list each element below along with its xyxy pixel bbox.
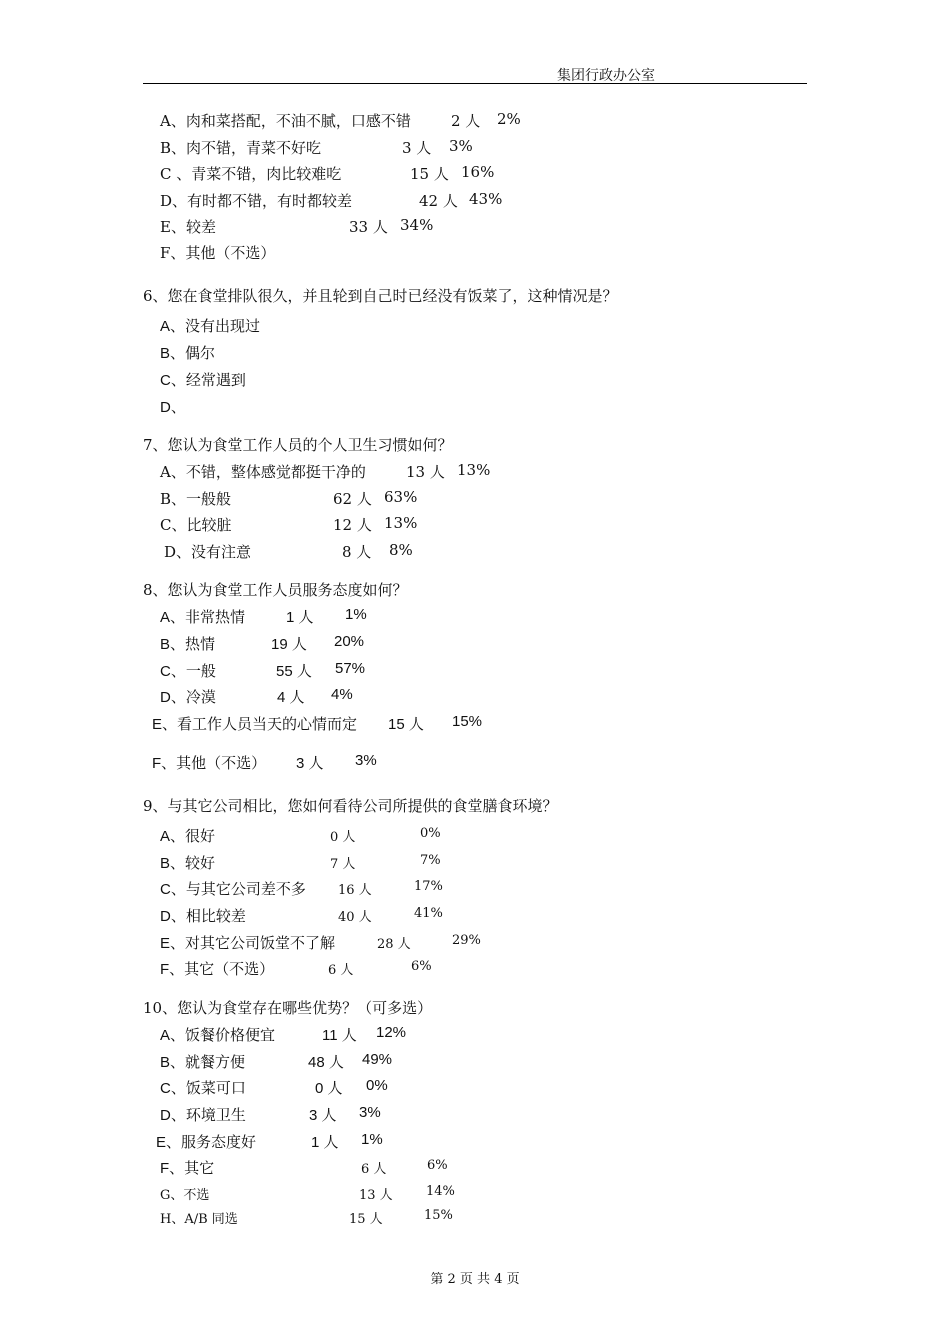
option-percent: 6% bbox=[427, 1158, 448, 1173]
option-count: 12 人 bbox=[333, 516, 372, 534]
option-label: C、比较脏 bbox=[160, 516, 232, 534]
page-footer: 第 2 页 共 4 页 bbox=[430, 1272, 520, 1287]
option-count: 1 人 bbox=[286, 609, 314, 626]
option-label: B、一般般 bbox=[160, 490, 232, 508]
option-percent: 4% bbox=[331, 686, 353, 703]
option-label: F、其他（不选） bbox=[152, 755, 267, 772]
option-label: E、较差 bbox=[160, 218, 216, 236]
option-label: B、偶尔 bbox=[160, 345, 216, 362]
option-percent: 14% bbox=[426, 1184, 455, 1199]
option-count: 3 人 bbox=[296, 755, 324, 772]
option-label: F、其他（不选） bbox=[160, 244, 276, 262]
option-count: 13 人 bbox=[359, 1188, 393, 1203]
option-count: 55 人 bbox=[276, 663, 312, 680]
option-label: B、肉不错，青菜不好吃 bbox=[160, 139, 322, 157]
option-percent: 1% bbox=[345, 606, 367, 623]
option-percent: 57% bbox=[335, 660, 366, 677]
option-percent: 13% bbox=[457, 461, 491, 479]
option-label: A、非常热情 bbox=[160, 609, 246, 626]
header-org: 集团行政办公室 bbox=[557, 68, 655, 84]
option-count: 15 人 bbox=[410, 165, 449, 183]
option-label: F、其它 bbox=[160, 1160, 215, 1177]
option-count: 6 人 bbox=[328, 963, 354, 978]
question-10: 10、您认为食堂存在哪些优势？（可多选） bbox=[143, 999, 433, 1017]
option-percent: 15% bbox=[452, 713, 483, 730]
option-percent: 29% bbox=[452, 933, 481, 948]
question-7: 7、您认为食堂工作人员的个人卫生习惯如何？ bbox=[143, 436, 453, 454]
option-label: D、环境卫生 bbox=[160, 1107, 246, 1124]
option-label: C、与其它公司差不多 bbox=[160, 881, 306, 898]
option-percent: 6% bbox=[411, 959, 432, 974]
option-percent: 3% bbox=[359, 1104, 381, 1121]
option-percent: 0% bbox=[366, 1077, 388, 1094]
option-label: B、热情 bbox=[160, 636, 216, 653]
option-percent: 7% bbox=[420, 853, 441, 868]
option-label: C 、青菜不错，肉比较难吃 bbox=[160, 165, 342, 183]
option-count: 3 人 bbox=[402, 139, 432, 157]
option-percent: 63% bbox=[384, 488, 418, 506]
option-count: 15 人 bbox=[388, 716, 424, 733]
option-label: E、服务态度好 bbox=[156, 1134, 257, 1151]
option-label: F、其它（不选） bbox=[160, 961, 275, 978]
option-percent: 3% bbox=[449, 137, 473, 155]
option-label: A、不错，整体感觉都挺干净的 bbox=[160, 463, 366, 481]
option-label: E、对其它公司饭堂不了解 bbox=[160, 935, 336, 952]
option-label: C、饭菜可口 bbox=[160, 1080, 246, 1097]
option-label: D、冷漠 bbox=[160, 689, 216, 706]
option-percent: 15% bbox=[424, 1208, 453, 1223]
option-percent: 17% bbox=[414, 879, 443, 894]
option-count: 2 人 bbox=[451, 112, 481, 130]
option-count: 0 人 bbox=[330, 830, 356, 845]
option-count: 13 人 bbox=[406, 463, 445, 481]
option-count: 16 人 bbox=[338, 883, 372, 898]
option-count: 28 人 bbox=[377, 937, 411, 952]
option-count: 1 人 bbox=[311, 1134, 339, 1151]
option-count: 42 人 bbox=[419, 192, 458, 210]
option-count: 48 人 bbox=[308, 1054, 344, 1071]
option-percent: 49% bbox=[362, 1051, 393, 1068]
option-percent: 13% bbox=[384, 514, 418, 532]
option-count: 19 人 bbox=[271, 636, 307, 653]
option-count: 3 人 bbox=[309, 1107, 337, 1124]
option-label: A、肉和菜搭配，不油不腻，口感不错 bbox=[160, 112, 411, 130]
question-9: 9、与其它公司相比，您如何看待公司所提供的食堂膳食环境？ bbox=[143, 797, 558, 815]
option-label: G、不选 bbox=[160, 1188, 210, 1203]
option-label: D、 bbox=[160, 399, 186, 416]
option-count: 7 人 bbox=[330, 857, 356, 872]
option-label: A、饭餐价格便宜 bbox=[160, 1027, 276, 1044]
option-label: A、没有出现过 bbox=[160, 318, 261, 335]
option-count: 33 人 bbox=[349, 218, 388, 236]
option-label: H、A/B 同选 bbox=[160, 1212, 238, 1227]
question-6: 6、您在食堂排队很久，并且轮到自己时已经没有饭菜了，这种情况是？ bbox=[143, 287, 618, 305]
option-percent: 41% bbox=[414, 906, 443, 921]
option-count: 40 人 bbox=[338, 910, 372, 925]
option-percent: 3% bbox=[355, 752, 377, 769]
option-label: C、一般 bbox=[160, 663, 216, 680]
option-count: 15 人 bbox=[349, 1212, 383, 1227]
header-divider bbox=[143, 83, 807, 84]
option-label: B、就餐方便 bbox=[160, 1054, 246, 1071]
option-label: D、没有注意 bbox=[164, 543, 252, 561]
option-label: A、很好 bbox=[160, 828, 216, 845]
option-label: B、较好 bbox=[160, 855, 216, 872]
option-count: 4 人 bbox=[277, 689, 305, 706]
option-percent: 20% bbox=[334, 633, 365, 650]
option-label: D、相比较差 bbox=[160, 908, 246, 925]
option-percent: 16% bbox=[461, 163, 495, 181]
question-8: 8、您认为食堂工作人员服务态度如何？ bbox=[143, 581, 408, 599]
option-percent: 12% bbox=[376, 1024, 407, 1041]
option-percent: 8% bbox=[389, 541, 413, 559]
option-percent: 0% bbox=[420, 826, 441, 841]
option-count: 11 人 bbox=[322, 1027, 357, 1044]
option-label: C、经常遇到 bbox=[160, 372, 246, 389]
option-count: 62 人 bbox=[333, 490, 372, 508]
option-percent: 43% bbox=[469, 190, 503, 208]
option-count: 0 人 bbox=[315, 1080, 343, 1097]
option-count: 6 人 bbox=[361, 1162, 387, 1177]
option-percent: 1% bbox=[361, 1131, 383, 1148]
option-label: E、看工作人员当天的心情而定 bbox=[152, 716, 358, 733]
option-label: D、有时都不错，有时都较差 bbox=[160, 192, 353, 210]
option-percent: 34% bbox=[400, 216, 434, 234]
option-count: 8 人 bbox=[342, 543, 372, 561]
option-percent: 2% bbox=[497, 110, 521, 128]
